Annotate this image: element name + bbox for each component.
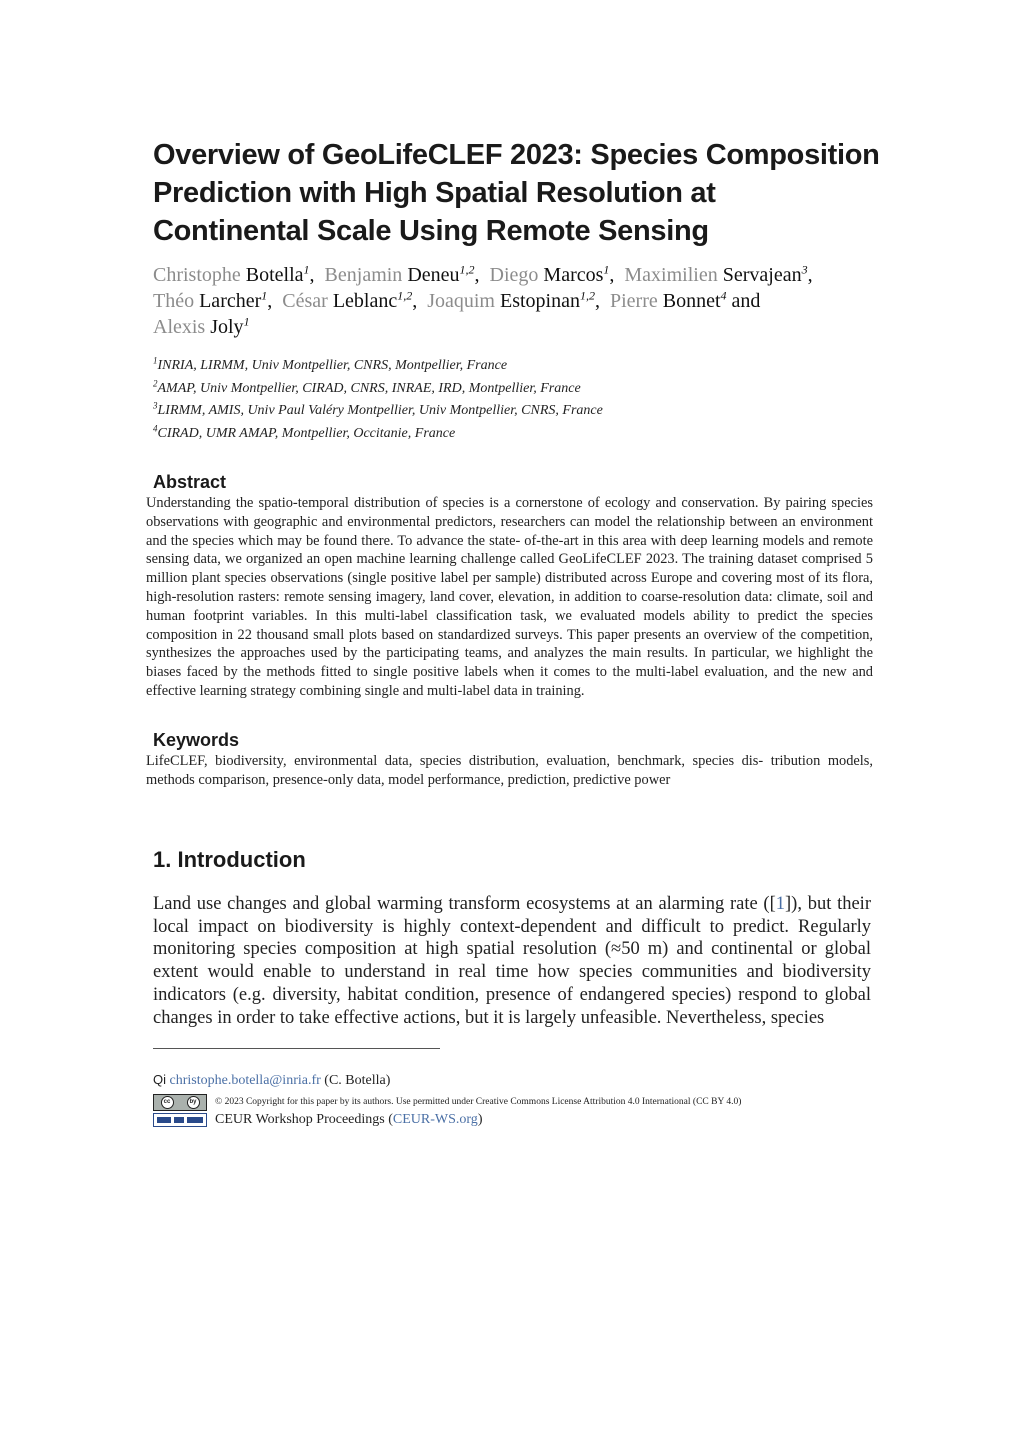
author: César Leblanc$^{1,2}$, — [282, 288, 418, 312]
ceur-logo-icon — [153, 1113, 207, 1127]
abstract-heading: Abstract — [153, 472, 227, 492]
author: Joaquim Estopinan$^{1,2}$, — [427, 288, 600, 312]
citation-link[interactable]: 1 — [775, 894, 785, 914]
cc-by-icon[interactable]: cc by — [153, 1094, 207, 1111]
license-line — [153, 1093, 741, 1111]
copyright-text: © 2023 Copyright for this paper by its authors. Use permitted under Creative Commons License Attribution 4.0 International (CC BY 4.0) — [215, 1097, 742, 1107]
section-heading-introduction: 1. Introduction — [153, 847, 306, 872]
keywords-heading: Keywords — [153, 730, 240, 750]
ceur-ws-link[interactable]: CEUR-WS.org — [392, 1112, 478, 1127]
title-line: Continental Scale Using Remote Sensing — [153, 215, 709, 247]
author-line — [153, 288, 913, 314]
ceur-line: CEUR Workshop Proceedings ( CEUR-WS.org ) — [153, 1111, 482, 1129]
author: Christophe Botella$^1$, — [153, 262, 315, 286]
affiliation-list — [153, 355, 913, 445]
author: Pierre Bonnet$^4$ and — [610, 288, 761, 312]
paper-title — [153, 136, 913, 250]
keywords-text: LifeCLEF, biodiversity, environmental data, species distribution, evaluation, benchmark, species dis- tribution models, methods comparison, presence-only data, model performance, prediction, predictive power — [146, 753, 873, 788]
author: Alexis Joly$^1$ — [153, 314, 250, 338]
introduction-paragraph: Land use changes and global warming transform ecosystems at an alarming rate ([1]), but their local impact on biodiversity is highly context-dependent and difficult to predict. Regularly monitoring species composition at high spatial resolution (≈50 m) and continental or global extent would enable to understand in real time how species communities and biodiversity indicators (e.g. diversity, habitat condition, presence of endangered species) respond to global changes in order to take effective actions, but it is largely unfeasible. Nevertheless, species — [153, 894, 871, 1028]
affiliation: $^3$LIRMM, AMIS, Univ Paul Valéry Montpellier, Univ Montpellier, CNRS, France — [153, 400, 603, 418]
author: Diego Marcos$^1$, — [489, 262, 615, 286]
title-line: Overview of GeoLifeCLEF 2023: Species Composition — [153, 139, 880, 171]
footnote-rule — [153, 1048, 440, 1049]
author-line — [153, 262, 913, 288]
author-line — [153, 314, 913, 340]
author: Benjamin Deneu$^{1,2}$, — [324, 262, 480, 286]
author: Théo Larcher$^1$, — [153, 288, 273, 312]
abstract-text: Understanding the spatio-temporal distribution of species is a cornerstone of ecology and conservation. By pairing species observations with geographic and environmental predictors, researchers can model the relationship between an environment and the species which may be found there. To advance the state- of-the-art in this area with deep learning models and remote sensing data, we organized an open machine learning challenge called GeoLifeCLEF 2023. The training dataset comprised 5 million plant species observations (single positive label per sample) distributed across Europe and covering most of its flora, high-resolution rasters: remote sensing imagery, land cover, elevation, in addition to coarse-resolution data: climate, soil and human footprint variables. In this multi-label classification task, we evaluated models ability to predict the species composition in 22 thousand small plots based on standardized surveys. This paper presents an overview of the competition, synthesizes the approaches used by the participating teams, and analyzes the main results. In particular, we highlight the biases faced by the methods fitted to single positive labels when it comes to the multi-label evaluation, and the new and effective learning strategy combining single and multi-label data in training. — [146, 495, 873, 699]
affiliation: $^2$AMAP, Univ Montpellier, CIRAD, CNRS, INRAE, IRD, Montpellier, France — [153, 377, 581, 396]
author-email-link[interactable]: christophe.botella@inria.fr — [169, 1073, 321, 1088]
title-line: Prediction with High Spatial Resolution at — [153, 177, 716, 209]
author-name: (C. Botella) — [324, 1073, 391, 1088]
affiliation: $^1$INRIA, LIRMM, Univ Montpellier, CNRS, Montpellier, France — [153, 355, 508, 373]
author-list — [153, 262, 913, 340]
affiliation: $^4$CIRAD, UMR AMAP, Montpellier, Occitanie, France — [153, 422, 456, 441]
footnote-marker: Qi — [153, 1072, 166, 1087]
author: Maximilien Servajean$^3$, — [624, 262, 813, 286]
corresponding-author-footnote — [153, 1072, 390, 1089]
